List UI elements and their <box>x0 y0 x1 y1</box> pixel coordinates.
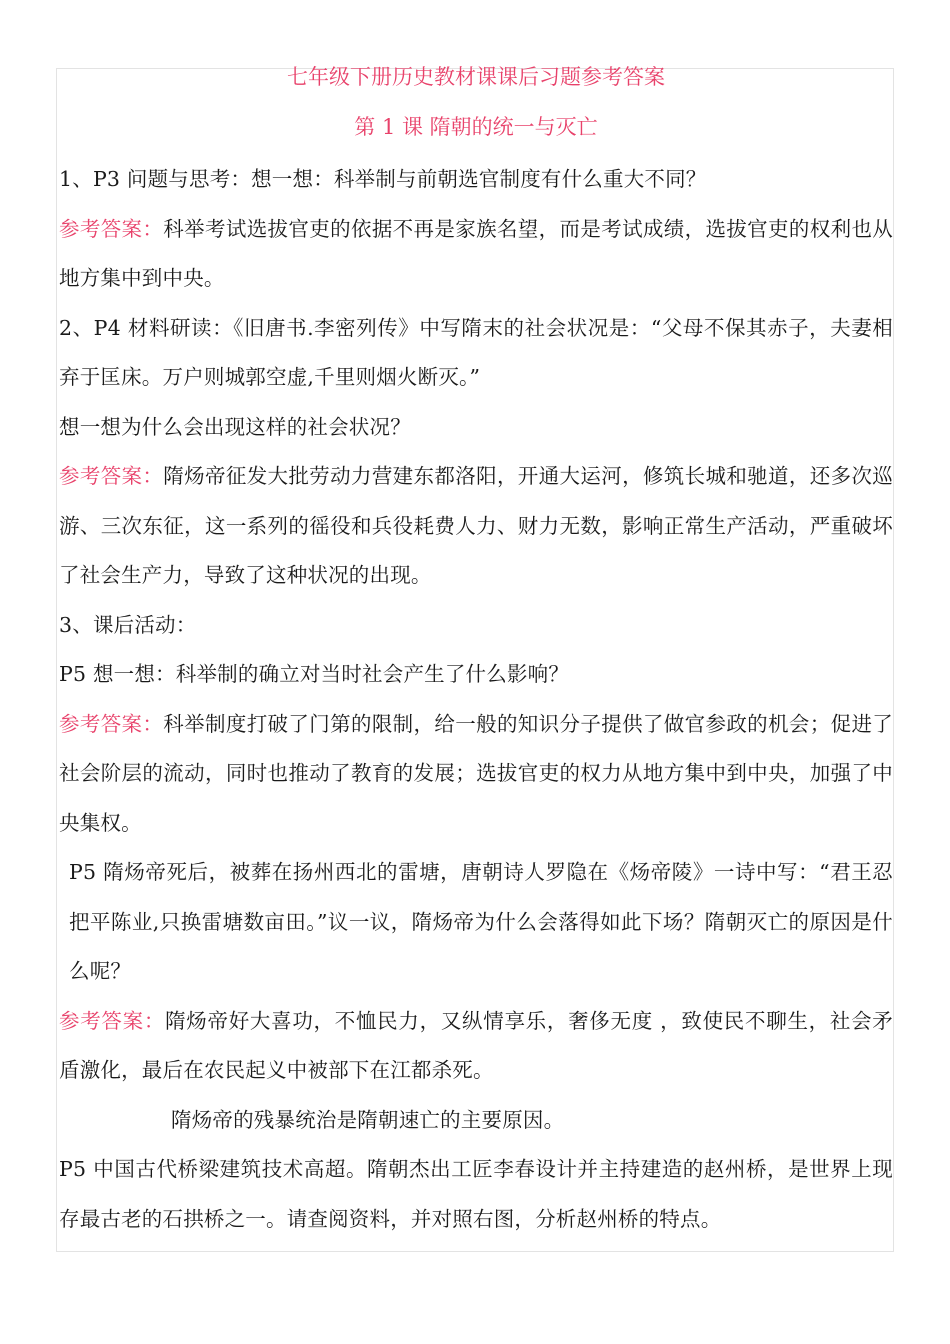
question-3b: P5 隋炀帝死后，被葬在扬州西北的雷塘，唐朝诗人罗隐在《炀帝陵》一诗中写：“君王忍把平陈业,只换雷塘数亩田。”议一议，隋炀帝为什么会落得如此下场？隋朝灭亡的原因是什么呢？ <box>69 860 893 983</box>
question-3a: P5 想一想：科举制的确立对当时社会产生了什么影响？ <box>59 662 570 686</box>
question-3c: P5 中国古代桥梁建筑技术高超。隋朝杰出工匠李春设计并主持建造的赵州桥，是世界上现存最古老的石拱桥之一。请查阅资料，并对照右图，分析赵州桥的特点。 <box>59 1157 893 1231</box>
answer-label: 参考答案： <box>59 1008 166 1033</box>
question-1: 1、P3 问题与思考：想一想：科举制与前朝选官制度有什么重大不同？ <box>59 167 707 191</box>
lesson-title: 第 1 课 隋朝的统一与灭亡 <box>354 115 598 139</box>
answer-label: 参考答案： <box>59 711 164 736</box>
question-2: 2、P4 材料研读：《旧唐书.李密列传》中写隋末的社会状况是：“父母不保其赤子，夫妻相弃于匡床。万户则城郭空虚,千里则烟火断灭。” <box>59 315 893 389</box>
answer-3b-text: 隋炀帝好大喜功，不恤民力，又纵情享乐，奢侈无度 ，致使民不聊生，社会矛盾激化，最后在农民起义中被部下在江都杀死。 <box>59 1008 893 1082</box>
answer-2 <box>59 452 893 601</box>
answer-2-text: 隋炀帝征发大批劳动力营建东都洛阳，开通大运河，修筑长城和驰道，还多次巡游、三次东征，这一系列的徭役和兵役耗费人力、财力无数，影响正常生产活动，严重破坏了社会生产力，导致了这种状况的出现。 <box>59 464 894 587</box>
question-2-prompt: 想一想为什么会出现这样的社会状况？ <box>59 414 411 439</box>
answer-1-text: 科举考试选拔官吏的依据不再是家族名望，而是考试成绩，选拔官吏的权利也从地方集中到中央。 <box>59 216 894 290</box>
answer-label: 参考答案： <box>59 464 164 488</box>
question-3-header: 3、课后活动： <box>59 612 197 637</box>
document-body <box>59 62 893 1244</box>
answer-3a-text: 科举制度打破了门第的限制，给一般的知识分子提供了做官参政的机会；促进了社会阶层的流动，同时也推动了教育的发展；选拔官吏的权力从地方集中到中央，加强了中央集权。 <box>59 711 894 835</box>
answer-1 <box>59 205 893 304</box>
answer-3b-summary: 隋炀帝的残暴统治是隋朝速亡的主要原因。 <box>171 1107 565 1132</box>
answer-label: 参考答案： <box>59 216 164 241</box>
answer-3a <box>59 700 893 849</box>
answer-3b <box>59 997 893 1096</box>
document-title: 七年级下册历史教材课课后习题参考答案 <box>287 65 665 89</box>
